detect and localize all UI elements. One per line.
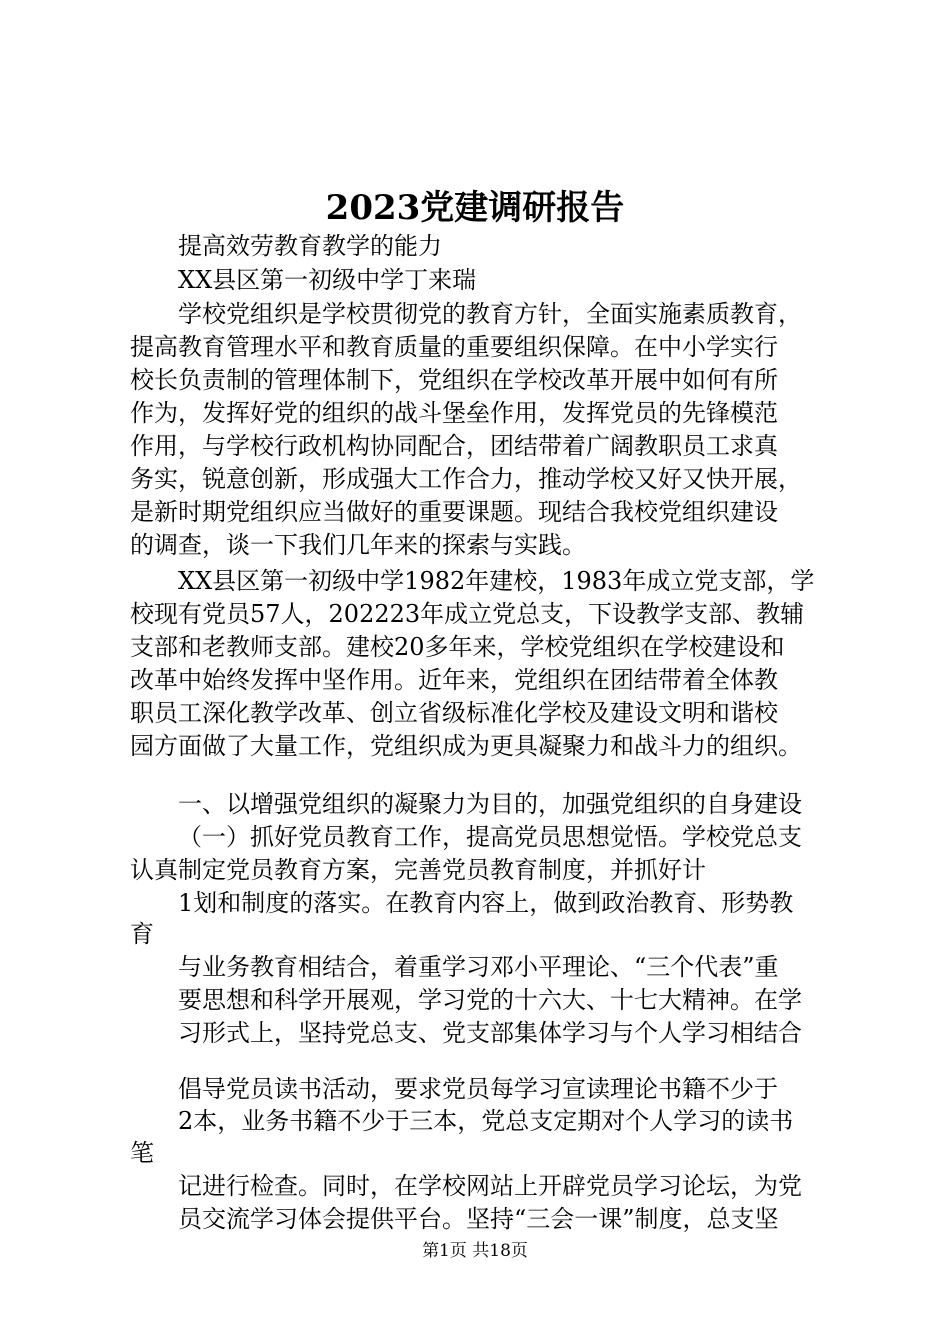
text-line: 园方面做了大量工作，党组织成为更具凝聚力和战斗力的组织。 [130,732,802,760]
text-line: 2本，业务书籍不少于三本，党总支定期对个人学习的读书 [178,1107,794,1135]
text-line: 与业务教育相结合，着重学习邓小平理论、“三个代表”重 [178,953,779,981]
text-line: 校现有党员57人，202223年成立党总支，下设教学支部、教辅 [130,600,805,628]
text-line: 提高效劳教育教学的能力 [178,232,442,260]
text-line: 习形式上，坚持党总支、党支部集体学习与个人学习相结合 [178,1019,802,1047]
text-line: 校长负责制的管理体制下，党组织在学校改革开展中如何有所 [130,366,778,394]
text-line: 倡导党员读书活动，要求党员每学习宣读理论书籍不少于 [178,1075,778,1103]
text-line: 务实，锐意创新，形成强大工作合力，推动学校又好又快开展， [130,465,802,493]
text-line: 提高教育管理水平和教育质量的重要组织保障。在中小学实行 [130,333,778,361]
text-line: 支部和老教师支部。建校20多年来，学校党组织在学校建设和 [130,633,785,661]
text-line: 认真制定党员教育方案，完善党员教育制度，并抓好计 [130,856,706,884]
text-line: 的调查，谈一下我们几年来的探索与实践。 [130,531,586,559]
text-line: 改革中始终发挥中坚作用。近年来，党组织在团结带着全体教 [130,666,778,694]
text-line: 作用，与学校行政机构协同配合，团结带着广阔教职员工求真 [130,432,778,460]
text-line: 学校党组织是学校贯彻党的教育方针，全面实施素质教育， [178,300,802,328]
page-title: 2023党建调研报告 [325,188,625,228]
text-line: 育 [130,920,154,948]
text-line: 要思想和科学开展观，学习党的十六大、十七大精神。在学 [178,986,802,1014]
text-line: 一、以增强党组织的凝聚力为目的，加强党组织的自身建设 [178,790,802,818]
text-line: 1划和制度的落实。在教育内容上，做到政治教育、形势教 [178,889,794,917]
page-footer: 第1页 共18页 [422,1241,528,1261]
text-line: 作为，发挥好党的组织的战斗堡垒作用，发挥党员的先锋模范 [130,399,778,427]
text-line: （一）抓好党员教育工作，提高党员思想觉悟。学校党总支 [178,823,802,851]
text-line: 是新时期党组织应当做好的重要课题。现结合我校党组织建设 [130,498,778,526]
text-line: 员交流学习体会提供平台。坚持“三会一课”制度，总支坚 [178,1205,779,1233]
text-line: XX县区第一初级中学丁来瑞 [178,266,477,294]
text-line: 笔 [130,1139,154,1167]
text-line: 职员工深化教学改革、创立省级标准化学校及建设文明和谐校 [130,699,778,727]
text-line: XX县区第一初级中学1982年建校，1983年成立党支部，学 [178,567,815,595]
text-line: 记进行检查。同时，在学校网站上开辟党员学习论坛，为党 [178,1172,802,1200]
